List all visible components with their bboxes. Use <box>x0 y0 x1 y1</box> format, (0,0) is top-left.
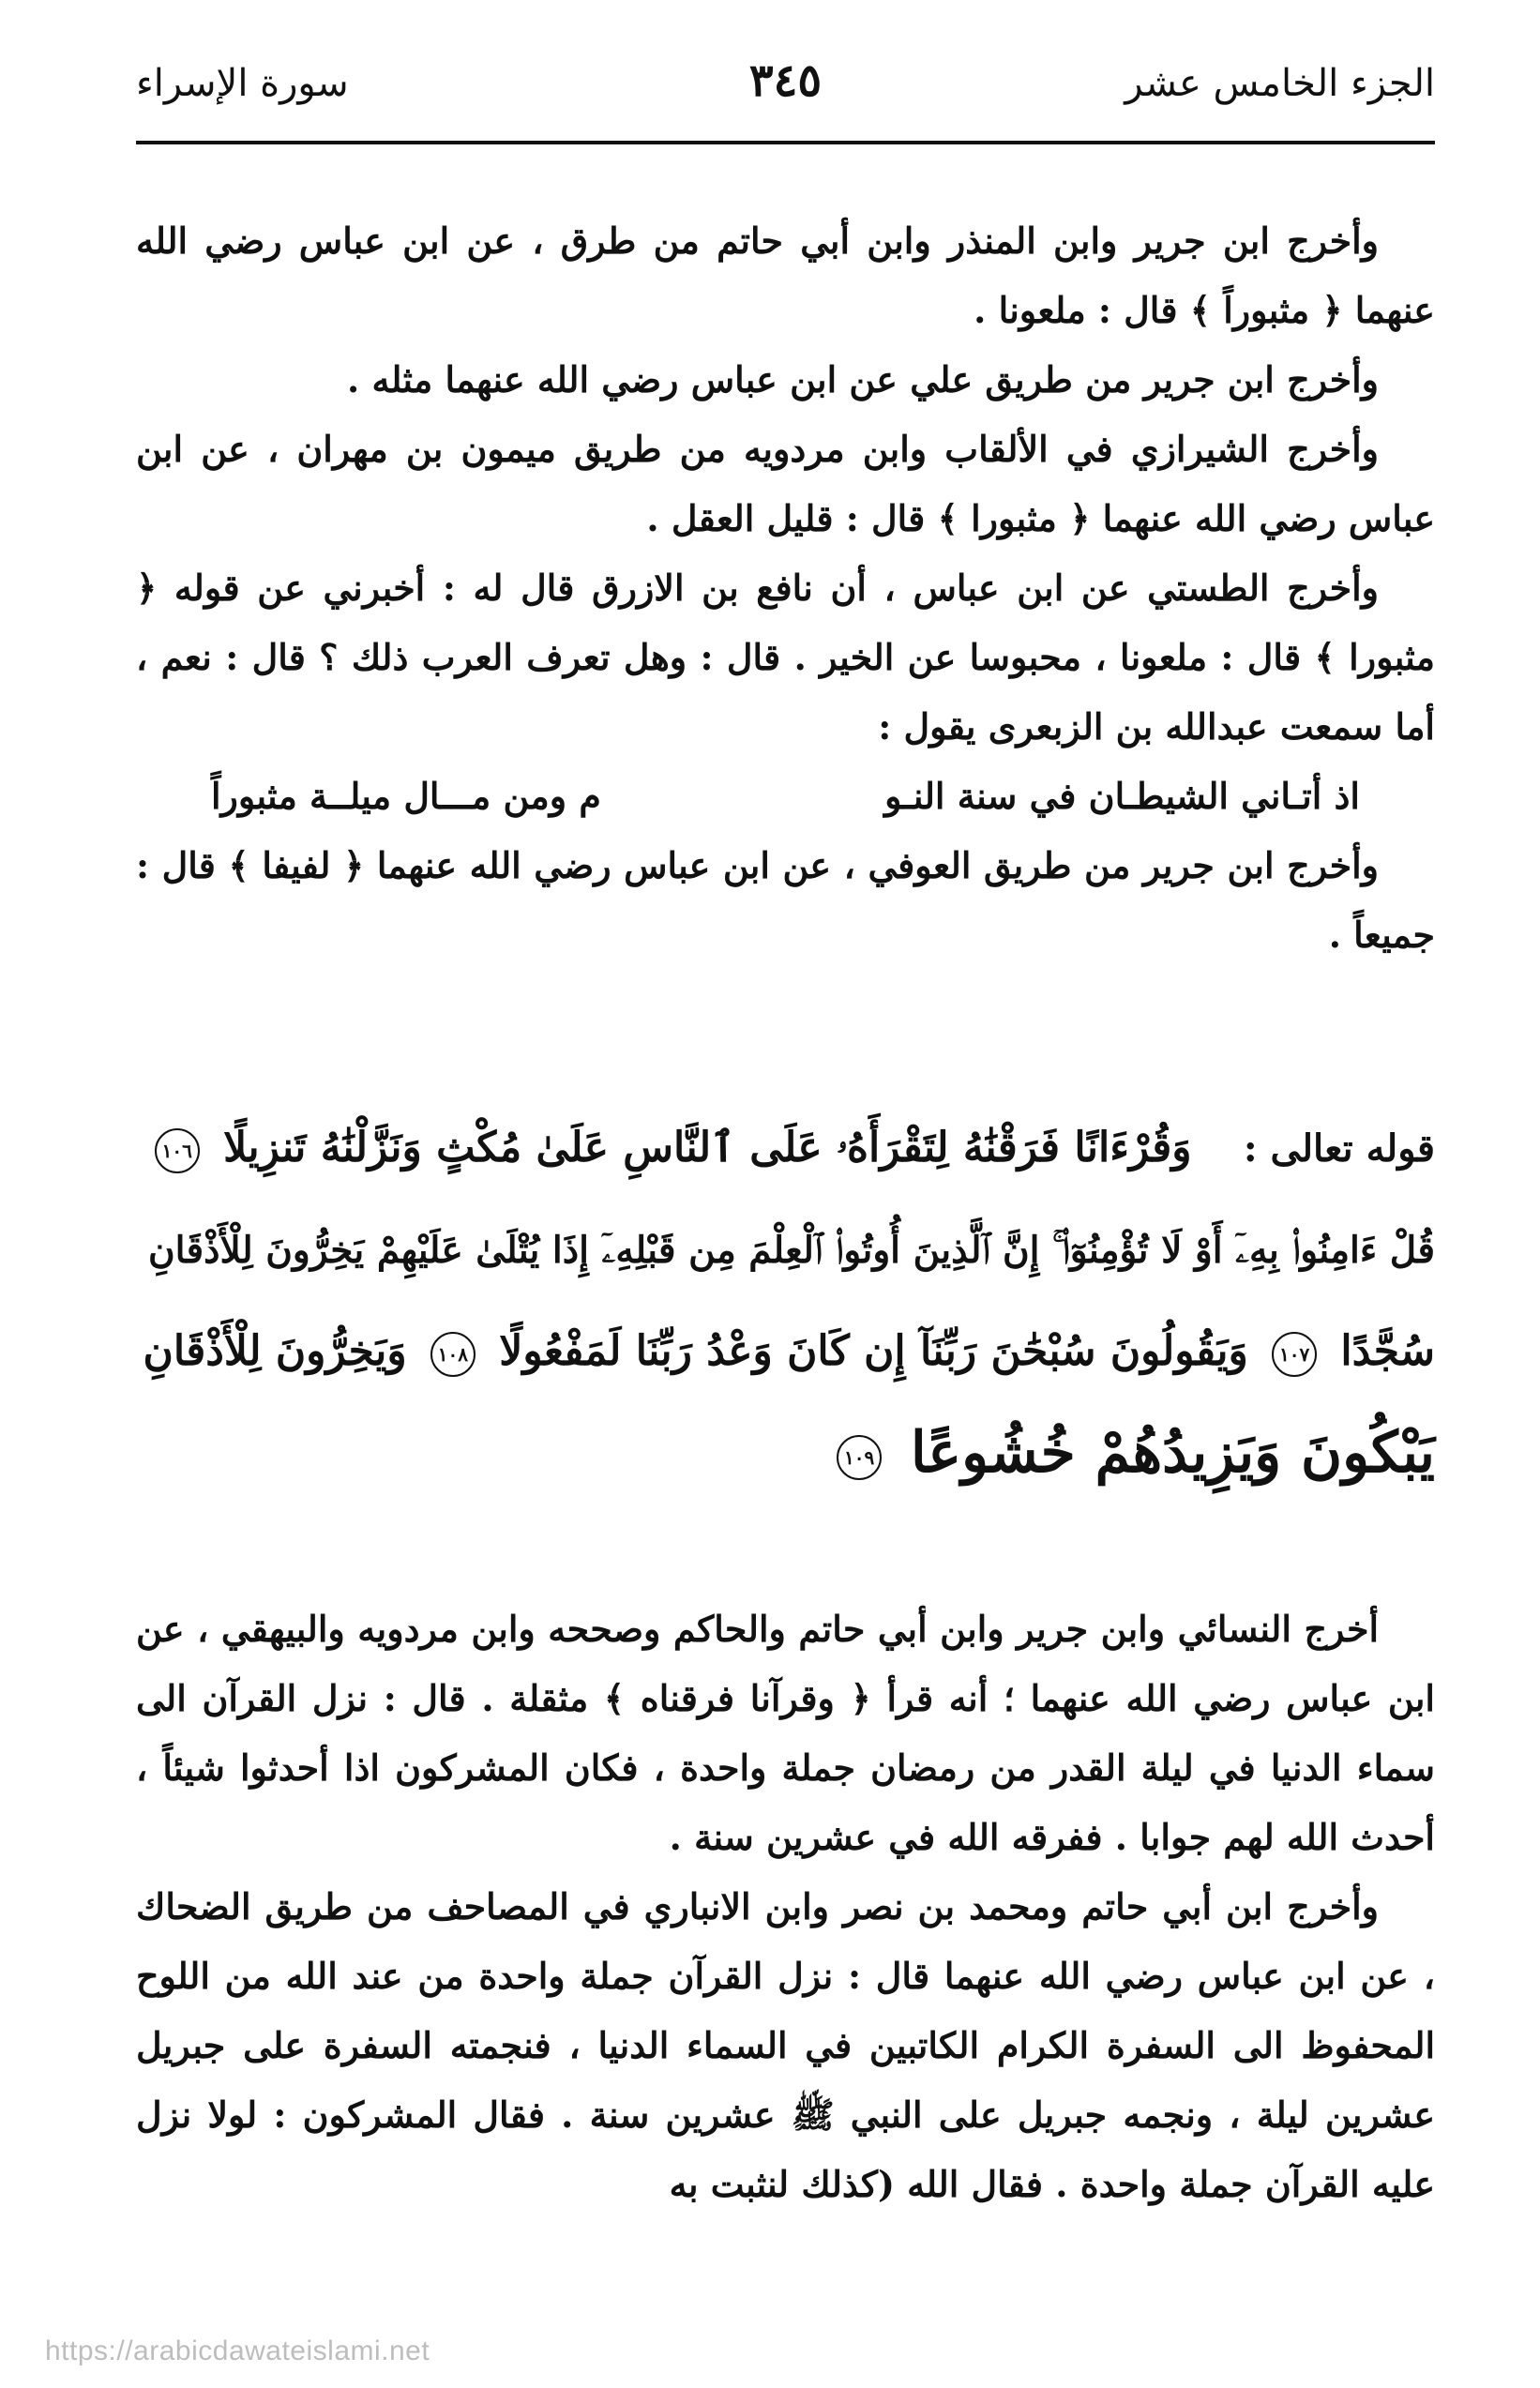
quran-line-4 <box>136 1402 1435 1504</box>
quran-text: يَبْكُونَ وَيَزِيدُهُمْ خُشُوعًا <box>910 1420 1435 1486</box>
surah-title: سورة الإسراء <box>136 62 349 105</box>
header-rule <box>136 141 1435 144</box>
ayah-number-marker: ١٠٧ <box>1272 1332 1317 1377</box>
ayah-number-marker: ١٠٩ <box>837 1435 882 1480</box>
paragraph: أخرج النسائي وابن جرير وابن أبي حاتم والحاكم وصححه وابن مردويه والبيهقي ، عن ابن عباس رضي الله عنهما ؛ أنه قرأ ﴿ وقرآنا فرقناه ﴾ مثقلة . قال : نزل القرآن الى سماء الدنيا في ليلة القدر من رمضان جملة واحدة ، فكان المشركون اذا أحدثوا شيئاً ، أحدث الله لهم جوابا . ففرقه الله في عشرين سنة . <box>136 1608 1435 1858</box>
paragraph: وأخرج ابن جرير من طريق العوفي ، عن ابن عباس رضي الله عنهما ﴿ لفيفا ﴾ قال : جميعاً . <box>136 844 1435 956</box>
paragraph: وأخرج الشيرازي في الألقاب وابن مردويه من طريق ميمون بن مهران ، عن ابن عباس رضي الله عنهما ﴿ مثبورا ﴾ قال : قليل العقل . <box>136 428 1435 539</box>
quran-line-2 <box>136 1200 1435 1301</box>
quran-text: سُجَّدًا <box>1340 1327 1435 1375</box>
poem-verse <box>136 762 1435 831</box>
quran-text: وَقُرْءَانًا فَرَقْنَٰهُ لِتَقْرَأَهُۥ عَلَى ٱلنَّاسِ عَلَىٰ مُكْثٍ وَنَزَّلْنَٰهُ تَنزِيلًا <box>223 1124 1192 1171</box>
quran-text: وَيَقُولُونَ سُبْحَٰنَ رَبِّنَآ إِن كَانَ وَعْدُ رَبِّنَا لَمَفْعُولًا <box>499 1327 1248 1375</box>
page-number: ٣٤٥ <box>748 54 823 107</box>
paragraph: وأخرج ابن جرير من طريق علي عن ابن عباس رضي الله عنهما مثله . <box>347 358 1379 401</box>
watermark-url: https://arabicdawateislami.net <box>45 2335 430 2366</box>
paragraph: وأخرج ابن جرير وابن المنذر وابن أبي حاتم من طرق ، عن ابن عباس رضي الله عنهما ﴿ مثبوراً ﴾ قال : ملعونا . <box>136 219 1435 331</box>
quran-text: وَيَخِرُّونَ لِلْأَذْقَانِ <box>143 1327 407 1375</box>
poem-second-hemistich: م ومن مـــال ميلــة مثبوراً <box>211 775 601 817</box>
quran-intro-label: قوله تعالى : <box>1243 1126 1435 1171</box>
ayah-number-marker: ١٠٨ <box>430 1332 476 1377</box>
quran-text: قُلْ ءَامِنُوا۟ بِهِۦٓ أَوْ لَا تُؤْمِنُوٓا۟ ۚ إِنَّ ٱلَّذِينَ أُوتُوا۟ ٱلْعِلْمَ مِن قَبْلِهِۦٓ إِذَا يُتْلَىٰ عَلَيْهِمْ يَخِرُّونَ لِلْأَذْقَانِ <box>147 1229 1435 1272</box>
paragraph: وأخرج ابن أبي حاتم ومحمد بن نصر وابن الانباري في المصاحف من طريق الضحاك ، عن ابن عباس رضي الله عنهما قال : نزل القرآن جملة واحدة من عند الله من اللوح المحفوظ الى السفرة الكرام الكاتبين في السماء الدنيا ، فنجمته السفرة على جبريل عشرين ليلة ، ونجمه جبريل على النبي ﷺ عشرين سنة . فقال المشركون : لولا نزل عليه القرآن جملة واحدة . فقال الله (كذلك لنثبت به <box>136 1885 1435 2205</box>
ayah-number-marker: ١٠٦ <box>155 1128 200 1173</box>
paragraph: وأخرج الطستي عن ابن عباس ، أن نافع بن الازرق قال له : أخبرني عن قوله ﴿ مثبورا ﴾ قال : ملعونا ، محبوسا عن الخير . قال : وهل تعرف العرب ذلك ؟ قال : نعم ، أما سمعت عبدالله بن الزبعرى يقول : <box>136 567 1435 748</box>
page-header <box>136 54 1435 129</box>
commentary-section-1 <box>136 206 1435 970</box>
quran-line-3 <box>136 1301 1435 1402</box>
juz-title: الجزء الخامس عشر <box>1125 62 1435 105</box>
quran-line-1 <box>136 1097 1435 1200</box>
quran-section <box>136 1097 1435 1504</box>
commentary-section-2 <box>136 1595 1435 2219</box>
poem-first-hemistich: اذ أتـاني الشيطـان في سنة النـو <box>884 775 1360 817</box>
